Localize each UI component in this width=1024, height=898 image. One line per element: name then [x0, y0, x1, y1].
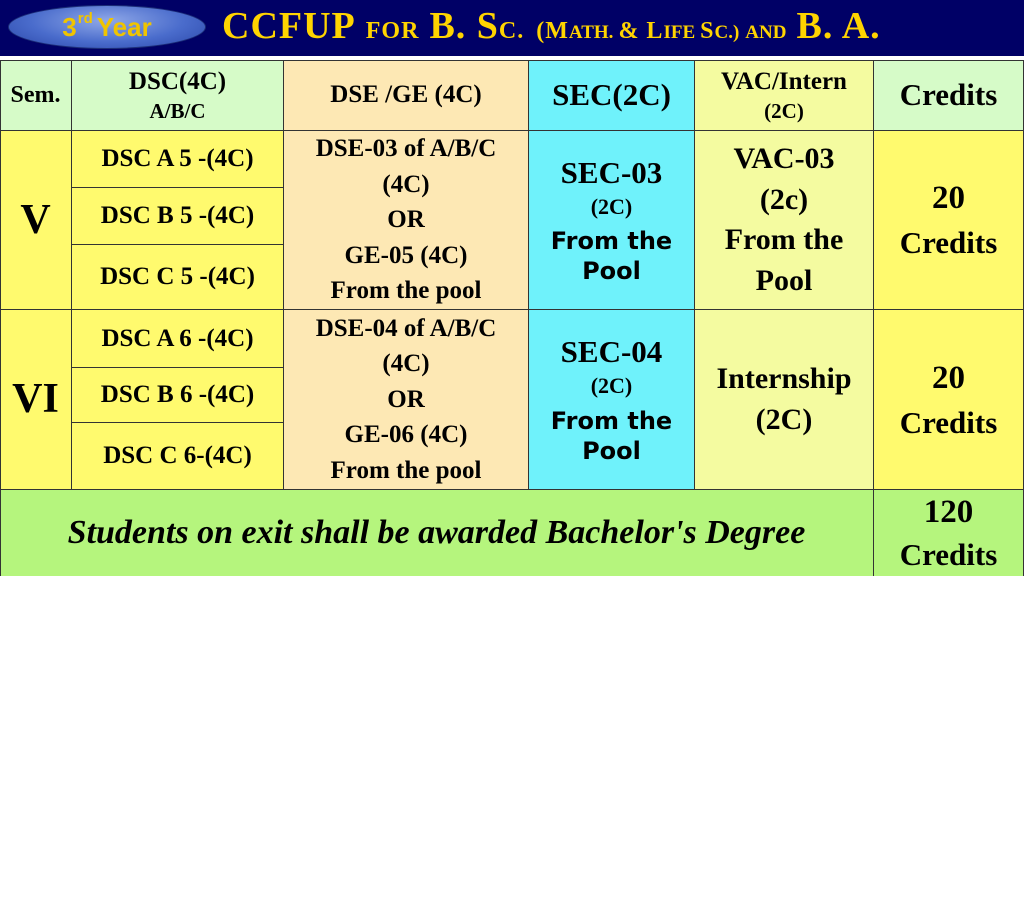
dsc-b5 [72, 188, 284, 245]
year-badge [8, 5, 206, 49]
vac-sem5-line1: VAC-03 [733, 142, 835, 175]
credits-sem6-value: 20 [932, 359, 965, 396]
header-dse-label: DSE /GE (4C) [330, 81, 482, 109]
header-sec [529, 60, 695, 131]
title-bsc: B. S [429, 5, 499, 47]
credits-sem5-value: 20 [932, 180, 965, 217]
header-credits-label: Credits [899, 76, 998, 112]
title-sc-suffix: C.) [714, 22, 740, 43]
dse-sem6-line1: DSE-04 of A/B/C [315, 314, 497, 342]
dsc-b6 [72, 368, 284, 423]
dse-sem5-line1: DSE-03 of A/B/C [315, 135, 497, 163]
dse-sem5 [284, 131, 529, 310]
dse-sem5-line2: (4C) [382, 170, 430, 198]
sec-sem6 [529, 310, 695, 490]
dsc-b5-label: DSC B 5 -(4C) [100, 202, 255, 230]
dse-sem5-line4: GE-05 (4C) [344, 241, 468, 269]
dsc-c6 [72, 423, 284, 490]
title-ba: B. A. [796, 5, 881, 47]
dsc-a5 [72, 131, 284, 188]
dse-sem6-line4: GE-06 (4C) [344, 421, 468, 449]
page-title [222, 4, 881, 50]
exit-note-text: Students on exit shall be awarded Bachelor's Degree [67, 513, 806, 551]
dsc-c5 [72, 245, 284, 310]
internship-sem6-line2: (2C) [755, 402, 813, 436]
sec-sem5-line1: SEC-03 [560, 154, 663, 190]
header-sec-label: SEC(2C) [552, 76, 671, 112]
sec-sem6-line1: SEC-04 [560, 334, 663, 370]
dsc-c5-label: DSC C 5 -(4C) [100, 263, 255, 291]
dse-sem6-line3: OR [387, 385, 425, 413]
title-math: (M [536, 18, 569, 44]
vac-sem5 [695, 131, 874, 310]
total-credits-value: 120 [923, 493, 974, 530]
header-sem [0, 60, 72, 131]
sem-vi-label: VI [12, 376, 59, 423]
dsc-a6-label: DSC A 6 -(4C) [101, 324, 254, 352]
year-label: Year [96, 11, 152, 42]
header-credits [874, 60, 1024, 131]
sem-vi [0, 310, 72, 490]
title-for: FOR [365, 18, 420, 44]
title-bsc-suffix: C. [498, 18, 525, 44]
title-life: & L [618, 18, 664, 44]
dse-sem5-line3: OR [387, 206, 425, 234]
title-life-suffix: IFE [663, 22, 696, 43]
header-vac-line2: (2C) [764, 98, 804, 123]
total-credits [874, 490, 1024, 576]
year-number: 3 [62, 11, 77, 42]
header-dse [284, 60, 529, 131]
header-vac [695, 60, 874, 131]
vac-sem5-line2: (2c) [759, 182, 809, 216]
sec-sem6-line3: From the [550, 406, 673, 435]
credits-sem5 [874, 131, 1024, 310]
dse-sem5-line5: From the pool [330, 277, 482, 305]
title-ccfup: CCFUP [222, 5, 356, 47]
credits-sem5-label: Credits [899, 225, 998, 261]
internship-sem6-line1: Internship [716, 362, 852, 395]
header-bar [0, 0, 1024, 56]
dsc-a6 [72, 310, 284, 368]
sem-v-label: V [20, 196, 51, 243]
header-dsc-line1: DSC(4C) [128, 68, 227, 96]
sec-sem6-line2: (2C) [590, 373, 633, 399]
vac-sem5-line3: From the [724, 223, 844, 256]
year-suffix: rd [77, 9, 93, 27]
dsc-c6-label: DSC C 6-(4C) [103, 442, 252, 470]
sec-sem5 [529, 131, 695, 310]
header-vac-line1: VAC/Intern [721, 68, 847, 96]
dse-sem6 [284, 310, 529, 490]
credits-sem6-label: Credits [899, 404, 998, 440]
total-credits-label: Credits [899, 537, 998, 573]
dsc-a5-label: DSC A 5 -(4C) [101, 145, 254, 173]
credits-sem6 [874, 310, 1024, 490]
internship-sem6 [695, 310, 874, 490]
dse-sem6-line5: From the pool [330, 456, 482, 484]
title-sc: S [700, 18, 715, 44]
sec-sem5-line3: From the [550, 227, 673, 256]
sec-sem5-line4: Pool [582, 257, 641, 286]
sec-sem5-line2: (2C) [590, 193, 633, 219]
header-sem-label: Sem. [10, 82, 61, 108]
sem-v [0, 131, 72, 310]
dse-sem6-line2: (4C) [382, 350, 430, 378]
header-dsc-line2: A/B/C [149, 98, 206, 123]
exit-note [0, 490, 874, 576]
dsc-b6-label: DSC B 6 -(4C) [100, 381, 255, 409]
sec-sem6-line4: Pool [582, 436, 641, 465]
vac-sem5-line4: Pool [755, 263, 813, 297]
header-dsc [72, 60, 284, 131]
title-and: AND [745, 22, 787, 43]
title-math-suffix: ATH. [568, 22, 614, 43]
